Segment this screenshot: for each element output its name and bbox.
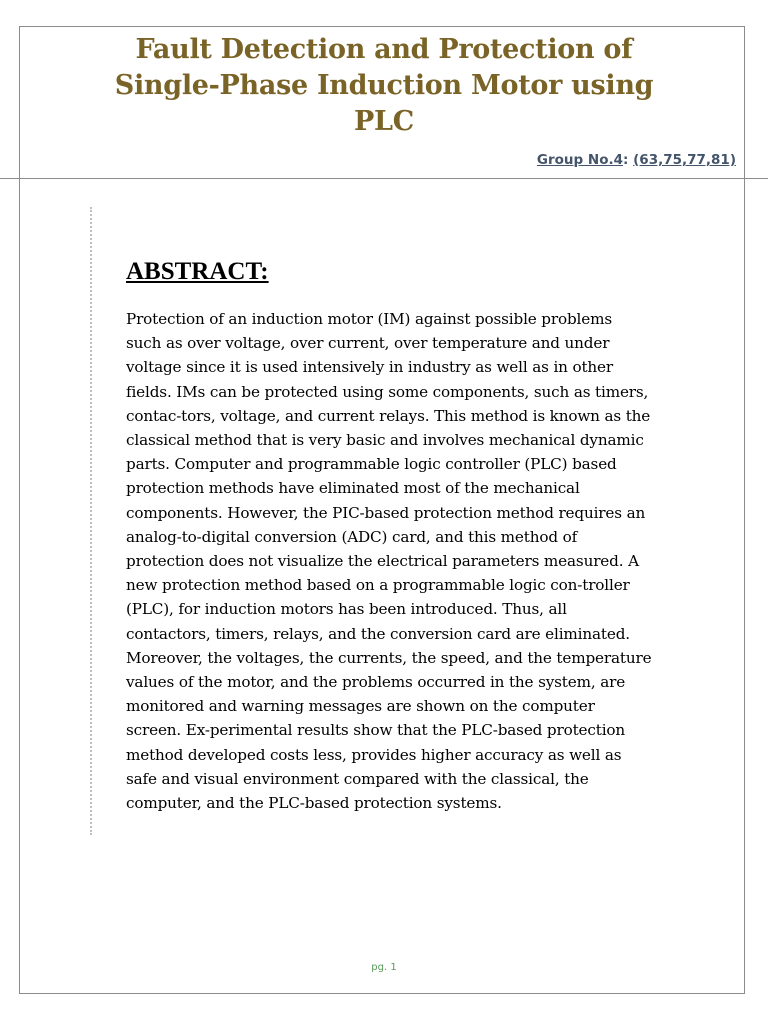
dotted-margin-rule bbox=[90, 207, 92, 835]
abstract-line: analog-to-digital conversion (ADC) card, and this method of bbox=[126, 527, 578, 546]
abstract-line: fields. IMs can be protected using some components, such as timers, bbox=[126, 382, 649, 401]
abstract-line: (PLC), for induction motors has been introduced. Thus, all bbox=[126, 600, 567, 619]
group-label: Group No.4 bbox=[536, 152, 624, 168]
abstract-line: such as over voltage, over current, over temperature and under bbox=[126, 334, 610, 353]
abstract-line: contactors, timers, relays, and the conversion card are eliminated. bbox=[126, 624, 630, 643]
abstract-line: values of the motor, and the problems occurred in the system, are bbox=[126, 673, 626, 692]
abstract-line: voltage since it is used intensively in industry as well as in other bbox=[126, 358, 614, 377]
group-members: (63,75,77,81) bbox=[633, 152, 736, 168]
document-title bbox=[40, 32, 728, 140]
abstract-line: protection methods have eliminated most of the mechanical bbox=[126, 479, 580, 498]
abstract-line: Protection of an induction motor (IM) against possible problems bbox=[126, 310, 612, 328]
abstract-heading: ABSTRACT: bbox=[126, 258, 269, 285]
abstract-line: screen. Ex-perimental results show that the PLC-based protection bbox=[126, 721, 626, 740]
group-separator: : bbox=[623, 152, 634, 168]
abstract-line: computer, and the PLC-based protection systems. bbox=[126, 794, 502, 813]
abstract-line: contac-tors, voltage, and current relays. This method is known as the bbox=[126, 406, 651, 425]
abstract-body bbox=[126, 307, 726, 815]
abstract-line: new protection method based on a programmable logic con-troller bbox=[126, 576, 630, 595]
title-line-2: Single-Phase Induction Motor using bbox=[114, 70, 654, 101]
header-divider bbox=[0, 178, 768, 179]
title-line-3: PLC bbox=[354, 106, 414, 137]
abstract-line: classical method that is very basic and involves mechanical dynamic bbox=[126, 431, 644, 450]
group-info bbox=[537, 152, 736, 168]
abstract-line: components. However, the PIC-based protection method requires an bbox=[126, 503, 646, 522]
page-number: pg. 1 bbox=[371, 962, 397, 973]
title-line-1: Fault Detection and Protection of bbox=[135, 34, 633, 65]
abstract-line: protection does not visualize the electrical parameters measured. A bbox=[126, 552, 639, 571]
abstract-line: monitored and warning messages are shown on the computer bbox=[126, 697, 595, 716]
abstract-line: safe and visual environment compared with the classical, the bbox=[126, 769, 589, 788]
abstract-line: Moreover, the voltages, the currents, the speed, and the temperature bbox=[126, 648, 652, 667]
abstract-line: method developed costs less, provides higher accuracy as well as bbox=[126, 745, 622, 764]
abstract-line: parts. Computer and programmable logic controller (PLC) based bbox=[126, 455, 617, 474]
